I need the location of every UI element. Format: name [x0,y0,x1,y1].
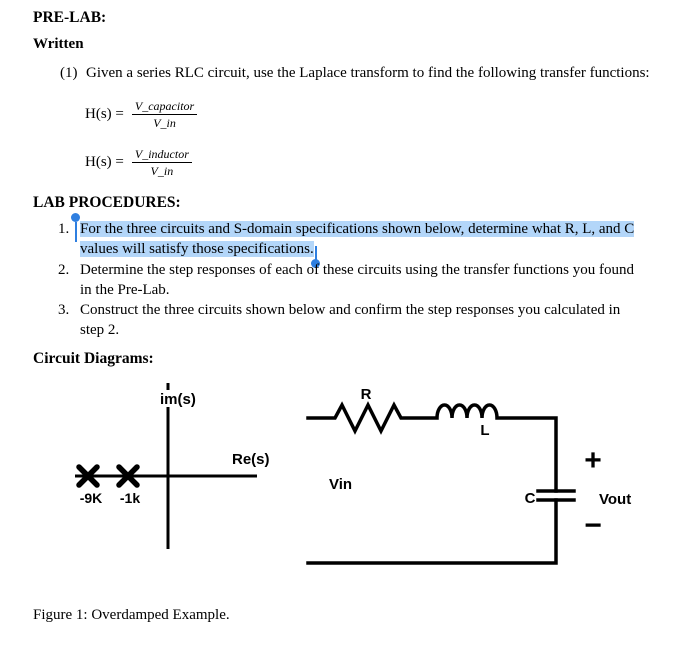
step-number: 2. [58,262,70,278]
im-axis-label: im(s) [160,391,196,408]
circuit-diagrams-heading: Circuit Diagrams: [33,350,154,367]
step-number: 1. [58,221,70,237]
capacitor-label: C [524,490,536,507]
prelab-item-text: Given a series RLC circuit, use the Laplace transform to find the following transfer functions: [86,65,650,81]
fraction [132,147,192,178]
bottom-wire [308,500,556,563]
vin-label: Vin [329,476,353,493]
lab-step-1 [58,219,672,260]
prelab-heading: PRE-LAB: [33,9,107,26]
written-subheading: Written [33,36,84,52]
step-text: Determine the step responses of each of these circuits using the transfer functions you found in the Pre-Lab. [80,262,635,298]
fraction [132,99,197,130]
equation-lhs: H(s) = [85,105,124,122]
step-number: 3. [58,302,70,318]
lab-step-3 [58,300,672,340]
transfer-function-inductor [85,145,672,179]
fraction-denominator: V_in [153,115,176,130]
figure-1-diagram [33,371,683,583]
lab-steps-list [58,219,672,340]
fraction-numerator: V_inductor [132,147,192,163]
lab-procedures-heading: LAB PROCEDURES: [33,194,181,211]
pole2-label: -1k [119,490,141,506]
prelab-item-1 [60,63,672,83]
pole1-label: -9K [79,490,103,506]
inductor-label: L [480,422,490,439]
step-text-container [80,219,642,260]
re-axis-label: Re(s) [232,451,270,468]
figure-caption: Figure 1: Overdamped Example. [33,607,230,623]
transfer-functions [85,97,672,179]
selection-start-handle[interactable] [71,213,80,242]
equation-lhs: H(s) = [85,153,124,170]
s-plane-plot [75,383,270,549]
fraction-denominator: V_in [150,163,174,178]
rlc-circuit-schematic [308,386,631,563]
selection-start-stem [75,222,77,242]
selection-end-handle[interactable] [315,246,317,260]
lab-step-2 [58,260,672,300]
step-text: Construct the three circuits shown below and confirm the step responses you calculated in step 2. [80,302,621,338]
fraction-numerator: V_capacitor [132,99,197,115]
prelab-item-number: (1) [60,65,78,81]
resistor-label: R [360,386,372,403]
transfer-function-capacitor [85,97,672,131]
vout-label: Vout [599,491,632,508]
selected-text[interactable]: For the three circuits and S-domain specifications shown below, determine what R, L, and C values will satisfy those specifications. [80,221,635,257]
vout-minus-sign: − [584,509,602,542]
vout-plus-sign: + [584,444,602,477]
selection-start-dot[interactable] [71,213,80,222]
